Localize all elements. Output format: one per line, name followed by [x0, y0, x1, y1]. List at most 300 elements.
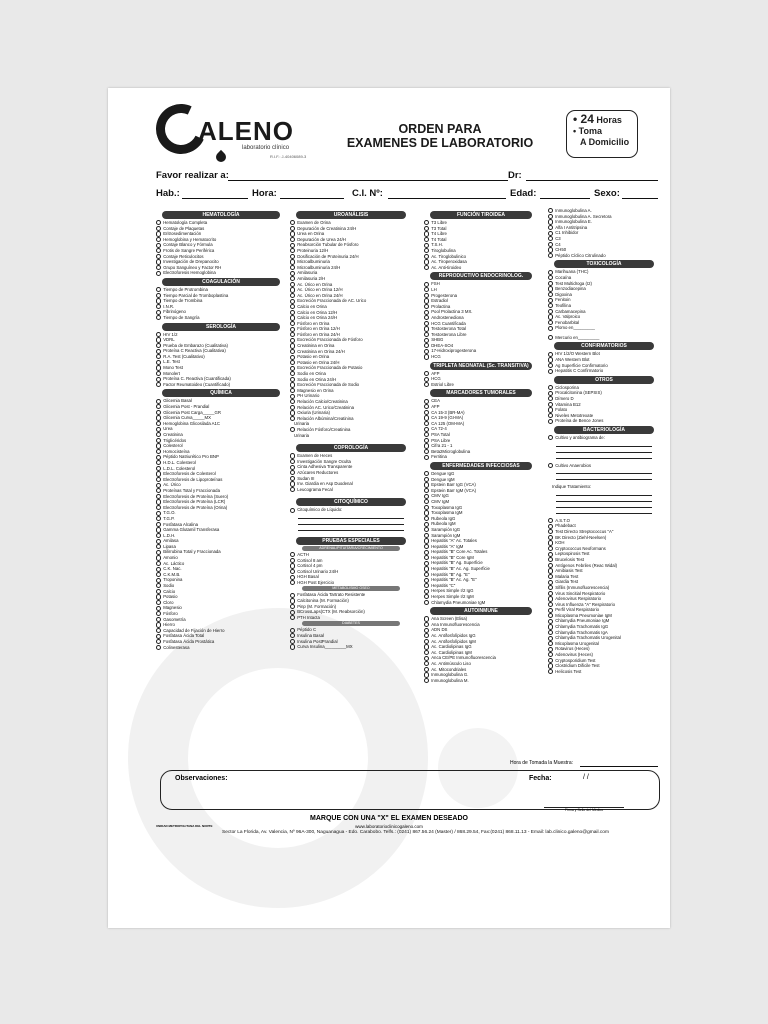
exam-checkbox[interactable]: Androstenediona — [424, 315, 538, 321]
exam-checkbox[interactable]: Malaria Test — [548, 574, 660, 580]
exam-checkbox[interactable]: Glicemia Post - Prandial — [156, 404, 286, 410]
exam-checkbox[interactable]: Inmunoglobulina E. — [548, 219, 660, 225]
exam-checkbox[interactable]: Ac. Anti-tiroideo — [424, 265, 538, 271]
exam-checkbox[interactable]: Frotis de Sangre Periférica — [156, 248, 286, 254]
exam-checkbox[interactable]: Toxoplasma IgM — [424, 510, 538, 516]
exam-checkbox[interactable]: T.G.P. — [156, 516, 286, 522]
exam-checkbox[interactable]: CH50 — [548, 247, 660, 253]
exam-checkbox[interactable]: Amilasuria 2/H — [290, 276, 412, 282]
section-header: REPRODUCTIVO ENDOCRINOLOG. — [430, 272, 532, 280]
exam-checkbox[interactable]: FSH — [424, 281, 538, 287]
exam-checkbox[interactable]: Ferritina — [424, 454, 538, 460]
exam-checkbox[interactable]: Inmunoglobulina M. — [424, 678, 538, 684]
exam-checkbox[interactable]: Ac. Úrico — [156, 482, 286, 488]
exam-checkbox[interactable]: BK Directo (Ziehl-Neelsen) — [548, 535, 660, 541]
exam-checkbox[interactable]: Amilasuria — [290, 270, 412, 276]
favor-field[interactable] — [228, 180, 508, 181]
exam-checkbox[interactable]: KOH — [548, 540, 660, 546]
exam-checkbox[interactable]: HIV 1/2 — [156, 332, 286, 338]
exam-checkbox[interactable]: Giardia Test — [548, 579, 660, 585]
exam-checkbox[interactable]: Grupo Sanguíneo y Factor RH — [156, 265, 286, 271]
ci-label: C.I. Nº: — [352, 188, 383, 199]
section-header: TOXICOLOGÍA — [554, 260, 654, 268]
exam-checkbox[interactable]: Dímero D — [548, 396, 660, 402]
exam-checkbox[interactable]: Hepatitis "B" Core IgM — [424, 555, 538, 561]
exam-checkbox[interactable]: Antígenos Febriles (Reac Widal) — [548, 563, 660, 569]
exam-checkbox[interactable]: Sodio en Orina 24/H — [290, 377, 412, 383]
exam-checkbox[interactable]: Potasio en Orina 24/H — [290, 360, 412, 366]
exam-checkbox[interactable]: CEA — [424, 398, 538, 404]
exam-checkbox[interactable]: AFP — [424, 371, 538, 377]
exam-checkbox[interactable]: PSA Total — [424, 432, 538, 438]
exam-checkbox[interactable]: Herpes Simple I/2 IgG — [424, 588, 538, 594]
exam-checkbox[interactable]: Pinp (M. Formación) — [290, 604, 412, 610]
exam-checkbox[interactable]: Insulina PostPrandial — [290, 639, 412, 645]
exam-checkbox[interactable]: Fosfatasa Ácida Prostática — [156, 639, 286, 645]
exam-checkbox[interactable]: Excreción Fraccionada de AC. Urico — [290, 298, 412, 304]
exam-checkbox[interactable]: T3 Libre — [424, 220, 538, 226]
exam-checkbox[interactable]: Proteína de Bence Jones — [548, 418, 660, 424]
exam-checkbox[interactable]: Citoquímico de Líquido: — [290, 507, 412, 513]
exam-checkbox[interactable]: Fosfatasa Ácida Tartrato Resistente — [290, 592, 412, 598]
exam-checkbox[interactable]: Ana Screen (Elisa) — [424, 616, 538, 622]
exam-checkbox[interactable]: LH — [424, 287, 538, 293]
exam-checkbox[interactable]: Rotavirus (Heces) — [548, 646, 660, 652]
exam-checkbox[interactable]: Ac. Cardiolipinas IgG — [424, 644, 538, 650]
section-header: UROANÁLISIS — [296, 211, 406, 219]
subsection-header: DIABETES — [302, 621, 400, 626]
exam-checkbox[interactable]: Tiroglobulina — [424, 248, 538, 254]
fecha-field[interactable]: / / — [583, 774, 589, 781]
exam-checkbox[interactable]: Tiempo Parcial de Tromboplastina — [156, 293, 286, 299]
exam-checkbox[interactable]: Relación Albúmina/Creatinina — [290, 416, 412, 422]
exam-checkbox[interactable]: Amonio — [156, 555, 286, 561]
exam-checkbox[interactable]: Proteínas Total y Fraccionada — [156, 488, 286, 494]
exam-checkbox[interactable]: ACTH — [290, 552, 412, 558]
exam-checkbox[interactable]: 17-Hidroxiprogesterona — [424, 348, 538, 354]
exam-checkbox[interactable]: Investigación Sangre Oculta — [290, 459, 412, 465]
exam-checkbox[interactable]: Electroforesis de Colesterol — [156, 471, 286, 477]
exam-checkbox[interactable]: L.D.H. — [156, 533, 286, 539]
exam-checkbox[interactable]: Sodio — [156, 583, 286, 589]
order-sheet — [108, 88, 670, 928]
ci-field[interactable] — [388, 198, 506, 199]
exam-checkbox[interactable]: Monolert — [156, 371, 286, 377]
exam-checkbox[interactable]: Azúcares Reductores — [290, 470, 412, 476]
exam-checkbox[interactable]: Mercurio en_________ — [548, 335, 660, 341]
exam-checkbox[interactable]: Chlamydia Trachomatis IgG — [548, 624, 660, 630]
exam-checkbox[interactable]: Fósforo en Orina — [290, 321, 412, 327]
exam-checkbox[interactable]: Epstein Barr IgM (VCA) — [424, 488, 538, 494]
exam-checkbox[interactable]: T4 Libre — [424, 231, 538, 237]
exam-checkbox[interactable]: Beta2Microglobulina — [424, 449, 538, 455]
exam-checkbox[interactable]: Adenovirus Respiratorio — [548, 596, 660, 602]
exam-checkbox[interactable]: Magnesio — [156, 605, 286, 611]
exam-checkbox[interactable]: Electroforesis Hemoglobina — [156, 270, 286, 276]
exam-checkbox[interactable]: Brucelosis Test — [548, 557, 660, 563]
exam-checkbox[interactable]: Urea en Orina — [290, 231, 412, 237]
exam-checkbox[interactable]: Cultivo y antibiograma de: — [548, 435, 660, 441]
exam-checkbox[interactable]: Helicosis Test — [548, 669, 660, 675]
exam-checkbox[interactable]: L.D.L. Colesterol — [156, 466, 286, 472]
exam-checkbox[interactable]: Ac. Cardiolipinas IgM — [424, 650, 538, 656]
exam-checkbox[interactable]: Sodio en Orina — [290, 371, 412, 377]
exam-checkbox[interactable]: C4 — [548, 242, 660, 248]
exam-checkbox[interactable]: Anca CE/PE Inmunofluorescencia — [424, 655, 538, 661]
exam-checkbox[interactable]: Ac. Antifosfolípidos IgG — [424, 633, 538, 639]
exam-checkbox[interactable]: PTH Intacta — [290, 615, 412, 621]
exam-checkbox[interactable]: Fosfatasa Alcalina — [156, 522, 286, 528]
exam-checkbox[interactable]: Hemoglobina y Hematocrito — [156, 237, 286, 243]
exam-checkbox[interactable]: Testosterona Libre — [424, 332, 538, 338]
exam-checkbox[interactable]: Eritrosedimentación — [156, 231, 286, 237]
exam-checkbox[interactable]: Dosificación de Proteinuria 24/H — [290, 254, 412, 260]
exam-checkbox[interactable]: Excreción Fraccionada de Potasio — [290, 365, 412, 371]
exam-checkbox[interactable]: Investigación de Drepanocito — [156, 259, 286, 265]
exam-checkbox[interactable]: A.S.T.O — [548, 518, 660, 524]
exam-checkbox[interactable]: Oxiuria (Urinaria) — [290, 410, 412, 416]
favor-label: Favor realizar a: — [156, 170, 229, 181]
exam-checkbox[interactable]: Fibrinógeno — [156, 309, 286, 315]
exam-checkbox[interactable]: Estriol Libre — [424, 382, 538, 388]
exam-checkbox[interactable]: Contaje Blanco y Fórmula — [156, 242, 286, 248]
logo-subtitle: laboratorio clínico — [242, 145, 290, 151]
exam-checkbox[interactable]: CA 15-3 (BR-MA) — [424, 410, 538, 416]
exam-checkbox[interactable]: HIV 1/2/O Western Blot — [548, 351, 660, 357]
exam-checkbox[interactable]: T.S.H. — [424, 242, 538, 248]
exam-checkbox[interactable]: Péptido Natriurético Pro BNP — [156, 454, 286, 460]
exam-checkbox[interactable]: CA 19-9 (GI-MA) — [424, 415, 538, 421]
exam-checkbox[interactable]: Ac. Antifosfolípidos IgM — [424, 639, 538, 645]
exam-checkbox[interactable]: Colesterol — [156, 443, 286, 449]
exam-checkbox[interactable]: Ac. Úrico en Orina 12/H — [290, 287, 412, 293]
exam-checkbox[interactable]: Folato — [548, 407, 660, 413]
exam-checkbox[interactable]: Potasio en Orina — [290, 354, 412, 360]
exam-checkbox[interactable]: Hepatitis "A" Ac. Totales — [424, 538, 538, 544]
exam-checkbox[interactable]: Electroforesis de Proteína (Suero) — [156, 494, 286, 500]
exam-checkbox[interactable]: Fosfatasa Ácida Total — [156, 633, 286, 639]
exam-checkbox[interactable]: Creatinina en Orina — [290, 343, 412, 349]
observaciones-box[interactable] — [160, 770, 660, 810]
exam-checkbox[interactable]: Micoplasma Pneumoniae IgM — [548, 613, 660, 619]
exam-checkbox[interactable]: C3 — [548, 236, 660, 242]
exam-checkbox[interactable]: Ac. Mitocondriales — [424, 667, 538, 673]
exam-checkbox[interactable]: Amilasa — [156, 538, 286, 544]
exam-checkbox[interactable]: DHEA-SO4 — [424, 343, 538, 349]
exam-checkbox[interactable]: Cinta Adhesiva Transparente — [290, 464, 412, 470]
footer-logo: UNIDAD METROPOLITANA DEL NORTE — [156, 824, 213, 828]
spacer — [290, 438, 412, 442]
exam-checkbox[interactable]: Glicemia Basal — [156, 398, 286, 404]
exam-checkbox[interactable]: Hepatitis "B" Core Ac. Totales — [424, 549, 538, 555]
exam-checkbox[interactable]: Tiempo de Protrombina — [156, 287, 286, 293]
exam-checkbox[interactable]: Chlamydia Pneumoniae IgM — [424, 600, 538, 606]
exam-checkbox[interactable]: Dengue IgM — [424, 477, 538, 483]
exam-checkbox[interactable]: Fósforo en Orina 24/H — [290, 332, 412, 338]
exam-checkbox[interactable]: T.G.O. — [156, 510, 286, 516]
edad-label: Edad: — [510, 188, 537, 199]
exam-checkbox[interactable]: Hepatitis "C" — [424, 583, 538, 589]
exam-checkbox[interactable]: Calcio — [156, 589, 286, 595]
exam-checkbox[interactable]: Hemoglobina Glicosilada A1C — [156, 421, 286, 427]
exam-checkbox[interactable]: I.N.R. — [156, 304, 286, 310]
exam-checkbox[interactable]: Electroforesis de Proteína (Orina) — [156, 505, 286, 511]
exam-checkbox[interactable]: Creatinina en Orina 24/H — [290, 349, 412, 355]
edad-field[interactable] — [540, 198, 590, 199]
exam-checkbox[interactable]: Lipasa — [156, 544, 286, 550]
exam-checkbox[interactable]: Fósforo en Orina 12/H — [290, 326, 412, 332]
exam-checkbox[interactable]: Glicemia Curva_____MX — [156, 415, 286, 421]
section-header: AUTOINMUNE — [430, 607, 532, 615]
exam-checkbox[interactable]: H.D.L. Colesterol — [156, 460, 286, 466]
exam-checkbox[interactable]: Electroforesis de Lipoproteínas — [156, 477, 286, 483]
exam-checkbox[interactable]: Creatinina — [156, 432, 286, 438]
exam-checkbox[interactable]: Cloro — [156, 600, 286, 606]
exam-checkbox[interactable]: Colinesterasa — [156, 645, 286, 651]
exam-checkbox[interactable]: Amibiasis Test — [548, 568, 660, 574]
exam-checkbox[interactable]: Fenobarbital — [548, 320, 660, 326]
exam-checkbox[interactable]: VDRL — [156, 337, 286, 343]
exam-checkbox[interactable]: Examen de Heces — [290, 453, 412, 459]
exam-checkbox[interactable]: Proteinuria 12/H — [290, 248, 412, 254]
exam-checkbox[interactable]: BCrossLaps(CTX (M. Reabsorción) — [290, 609, 412, 615]
exam-checkbox[interactable]: Virus Sincitial Respiratorio — [548, 591, 660, 597]
exam-checkbox[interactable]: Sarampión IgG — [424, 527, 538, 533]
exam-checkbox[interactable]: Tiempo de Sangría — [156, 315, 286, 321]
exam-checkbox[interactable]: Ag Superficie Confirmatorio — [548, 363, 660, 369]
exam-checkbox[interactable]: Ac. Úrico en Orina — [290, 282, 412, 288]
exam-checkbox[interactable]: C.K. Nac. — [156, 566, 286, 572]
hora-field[interactable] — [280, 198, 344, 199]
exam-checkbox[interactable]: Micoplasma Urogenital — [548, 641, 660, 647]
hora-label: Hora: — [252, 188, 277, 199]
exam-checkbox[interactable]: Urea — [156, 426, 286, 432]
exam-checkbox[interactable]: HGH Basal — [290, 574, 412, 580]
exam-checkbox[interactable]: C1 Inhibidor — [548, 230, 660, 236]
exam-checkbox[interactable]: HCG — [424, 376, 538, 382]
exam-checkbox[interactable]: Fósforo — [156, 611, 286, 617]
exam-checkbox[interactable]: SHBG — [424, 337, 538, 343]
exam-checkbox[interactable]: HCG — [424, 354, 538, 360]
exam-checkbox[interactable]: ADN DS — [424, 627, 538, 633]
exam-checkbox[interactable]: Proteína C. Reactiva (Cuantificada) — [156, 376, 286, 382]
exam-checkbox[interactable]: Ac. Úrico en Orina 24/H — [290, 293, 412, 299]
exam-column-3 — [424, 209, 538, 683]
website-link[interactable]: www.laboratorioclinicogaleno.com — [355, 824, 423, 829]
exam-checkbox[interactable]: Examen de Orina — [290, 220, 412, 226]
exam-checkbox[interactable]: Virus Influenza "A" Respiratorio — [548, 602, 660, 608]
exam-checkbox[interactable]: Ac. Láctico — [156, 561, 286, 567]
exam-checkbox[interactable]: Alfa I Antitripsina — [548, 225, 660, 231]
exam-checkbox[interactable]: Fenitoin — [548, 297, 660, 303]
exam-checkbox[interactable]: Depuración de Urea 24/H — [290, 237, 412, 243]
exam-checkbox[interactable]: Excreción Fraccionada de Sodio — [290, 382, 412, 388]
exam-checkbox[interactable]: Sífilis (Inmunofluorescencia) — [548, 585, 660, 591]
exam-checkbox[interactable]: Epstein Barr IgG (VCA) — [424, 482, 538, 488]
exam-checkbox[interactable]: Proteína C Reactiva (Cualitativa) — [156, 348, 286, 354]
exam-checkbox[interactable]: Calcitonina (M. Formación) — [290, 598, 412, 604]
hora-toma-field[interactable] — [580, 766, 658, 767]
exam-checkbox[interactable]: Troponina — [156, 577, 286, 583]
exam-checkbox[interactable]: Hepatitis "A" IgM — [424, 544, 538, 550]
exam-checkbox[interactable]: Gamma Glutamil Transferasa — [156, 527, 286, 533]
exam-checkbox[interactable]: Phadebact — [548, 523, 660, 529]
exam-checkbox[interactable]: Factor Reumatoideo (Cuantificado) — [156, 382, 286, 388]
exam-checkbox[interactable]: Ac. Antimúsculo Liso — [424, 661, 538, 667]
exam-checkbox[interactable]: Ac. Tiroperoxidasa — [424, 259, 538, 265]
exam-checkbox[interactable]: Reabsorción Tubular de Fósforo — [290, 242, 412, 248]
exam-checkbox[interactable]: Testosterona Total — [424, 326, 538, 332]
exam-checkbox[interactable]: Ana Inmunofluorescencia — [424, 622, 538, 628]
exam-checkbox[interactable]: Carbamacepina — [548, 309, 660, 315]
exam-checkbox[interactable]: Rubeola IgM — [424, 521, 538, 527]
exam-checkbox[interactable]: Perfil Viral Respiratorio — [548, 607, 660, 613]
section-header: PRUEBAS ESPECIALES — [296, 537, 406, 545]
exam-checkbox[interactable]: Leptospirosis Test — [548, 551, 660, 557]
exam-checkbox[interactable]: Prueba de Embarazo (Cualitativa) — [156, 343, 286, 349]
hora-toma-label: Hora de Tomada la Muestra: — [510, 760, 573, 766]
sexo-label: Sexo: — [594, 188, 620, 199]
exam-checkbox[interactable]: Gasometría — [156, 617, 286, 623]
exam-checkbox[interactable]: Insulina Basal — [290, 633, 412, 639]
exam-checkbox[interactable]: Test Multidroga (I2) — [548, 281, 660, 287]
exam-checkbox[interactable]: Prolactina — [424, 304, 538, 310]
exam-checkbox[interactable]: Cifra 21 - 1 — [424, 443, 538, 449]
exam-checkbox[interactable]: Tiempo de Trombina — [156, 298, 286, 304]
exam-checkbox[interactable]: Depuración de Creatinina 24/H — [290, 226, 412, 232]
exam-checkbox[interactable]: Hierro — [156, 622, 286, 628]
exam-checkbox[interactable]: PSA Libre — [424, 438, 538, 444]
sexo-field[interactable] — [622, 198, 658, 199]
exam-checkbox[interactable]: Procalcitonina (SEPSIS) — [548, 390, 660, 396]
exam-checkbox[interactable]: Relación Fósforo/Creatinina — [290, 427, 412, 433]
exam-checkbox[interactable]: Chlamydia Pneumoniae IgM — [548, 618, 660, 624]
exam-checkbox[interactable]: Rubeola IgG — [424, 516, 538, 522]
exam-checkbox[interactable]: Teofilina — [548, 303, 660, 309]
exam-checkbox[interactable]: Hepatitis C Confirmatorio — [548, 368, 660, 374]
exam-checkbox[interactable]: HCG Cuantificada — [424, 321, 538, 327]
exam-checkbox[interactable]: Homocisteína — [156, 449, 286, 455]
exam-checkbox[interactable]: C.K.M.B. — [156, 572, 286, 578]
exam-checkbox[interactable]: Plomo en_________ — [548, 325, 660, 331]
section-header: BACTERIOLOGÍA — [554, 426, 654, 434]
exam-checkbox[interactable]: Marihuana (THC) — [548, 269, 660, 275]
exam-checkbox[interactable]: Magnesio en Orina — [290, 388, 412, 394]
exam-checkbox[interactable]: HGH Post Ejercicio — [290, 580, 412, 586]
exam-checkbox[interactable]: Hepatitis "B" Ag. Superficie — [424, 560, 538, 566]
exam-checkbox[interactable]: Capacidad de Fijación de Hierro — [156, 628, 286, 634]
dr-field[interactable] — [526, 180, 658, 181]
exam-checkbox[interactable]: Niveles Metotrexate — [548, 413, 660, 419]
exam-checkbox[interactable]: Bilirrubina Total y Fraccionada — [156, 549, 286, 555]
observaciones-label: Observaciones: — [175, 775, 228, 782]
exam-checkbox[interactable]: Hepatitis "B" Ag. "E" — [424, 572, 538, 578]
exam-checkbox[interactable]: Cryptococcus Neoformans — [548, 546, 660, 552]
exam-checkbox[interactable]: CA 125 (OM-MA) — [424, 421, 538, 427]
exam-checkbox[interactable]: Inv. Giardia en Asp Duodenal — [290, 481, 412, 487]
section-header: MARCADORES TUMORALES — [430, 389, 532, 397]
exam-checkbox[interactable]: Péptido C — [290, 627, 412, 633]
exam-checkbox[interactable]: Relación AC. Urico/Creatinina — [290, 405, 412, 411]
exam-checkbox[interactable]: Cortisol 4 pm — [290, 563, 412, 569]
exam-checkbox[interactable]: CMV IgG — [424, 493, 538, 499]
exam-checkbox[interactable]: Herpes Simple I/2 IgM — [424, 594, 538, 600]
exam-checkbox[interactable]: CMV IgM — [424, 499, 538, 505]
exam-checkbox[interactable]: Inmunoglobulina A. — [548, 208, 660, 214]
exam-checkbox[interactable]: T3 Total — [424, 226, 538, 232]
exam-checkbox[interactable]: Cortisol Urinario 24/H — [290, 569, 412, 575]
exam-checkbox[interactable]: Vitamina B12 — [548, 402, 660, 408]
exam-checkbox[interactable]: Benzodiacepina — [548, 286, 660, 292]
exam-checkbox[interactable]: Relación Calcio/Creatinina — [290, 399, 412, 405]
exam-checkbox[interactable]: Cortisol 8 am — [290, 558, 412, 564]
exam-checkbox[interactable]: Adenovirus (Heces) — [548, 652, 660, 658]
exam-checkbox[interactable]: Clostridium Dificile Test — [548, 663, 660, 669]
exam-checkbox[interactable]: Hematología Completa — [156, 220, 286, 226]
exam-checkbox[interactable]: AFP — [424, 404, 538, 410]
exam-checkbox[interactable]: Cocaína — [548, 275, 660, 281]
exam-checkbox[interactable]: Cultivo Anaerobios — [548, 463, 660, 469]
exam-checkbox[interactable]: Inmunoglobulina A. Secretora — [548, 214, 660, 220]
exam-checkbox[interactable]: Calcio en Orina — [290, 304, 412, 310]
page-title — [330, 122, 550, 150]
exam-checkbox[interactable]: Estradiol — [424, 298, 538, 304]
exam-checkbox[interactable]: Péptido Cíclico Citrulinado — [548, 253, 660, 259]
exam-checkbox[interactable]: R.A. Test (Cualitativo) — [156, 354, 286, 360]
exam-checkbox[interactable]: L.E. Test — [156, 359, 286, 365]
exam-checkbox[interactable]: Ciclosporina — [548, 385, 660, 391]
exam-checkbox[interactable]: Glicemia Post Carga_____GR — [156, 410, 286, 416]
exam-checkbox[interactable]: Progesterona — [424, 293, 538, 299]
section-header: SEROLOGÍA — [162, 323, 280, 331]
exam-checkbox[interactable]: Electroforesis de Proteína (LCR) — [156, 499, 286, 505]
exam-checkbox[interactable]: Toxoplasma IgG — [424, 505, 538, 511]
exam-checkbox[interactable]: Inmunoglobulina G. — [424, 672, 538, 678]
exam-checkbox[interactable]: Cryptosporidium Test — [548, 658, 660, 664]
exam-checkbox[interactable]: Sarampión IgM — [424, 533, 538, 539]
exam-checkbox[interactable]: ANA Western Blot — [548, 357, 660, 363]
exam-checkbox[interactable]: Digoxina — [548, 292, 660, 298]
exam-checkbox[interactable]: Sudan III — [290, 476, 412, 482]
exam-checkbox[interactable]: Ac. Tiroglobulinico — [424, 254, 538, 260]
exam-checkbox[interactable]: Calcio en Orina 12/H — [290, 310, 412, 316]
exam-checkbox[interactable]: Microalbuminuria — [290, 259, 412, 265]
exam-checkbox[interactable]: Test Directo Streptococcus "A" — [548, 529, 660, 535]
exam-checkbox[interactable]: PH Urinario — [290, 393, 412, 399]
exam-checkbox[interactable]: Dengue IgG — [424, 471, 538, 477]
exam-checkbox[interactable]: Curva Insulina_________MX — [290, 644, 412, 650]
section-header: TRIPLETA NEONATAL (Sc. TRANSITIVA) — [430, 362, 532, 370]
exam-checkbox[interactable]: Ac. Valproico — [548, 314, 660, 320]
exam-checkbox[interactable]: Hepatitis "B" Ac. Ag. "E" — [424, 577, 538, 583]
exam-checkbox[interactable]: Microalbuminuria 24/H — [290, 265, 412, 271]
exam-checkbox[interactable]: Leucograma Fecal — [290, 487, 412, 493]
exam-checkbox[interactable]: CA 72-4 — [424, 426, 538, 432]
exam-checkbox[interactable]: Triglicéridos — [156, 438, 286, 444]
exam-checkbox[interactable]: Mono Test — [156, 365, 286, 371]
exam-checkbox[interactable]: Pool Prolactina 3 MX. — [424, 309, 538, 315]
exam-checkbox[interactable]: Chlamydia Trachomatis IgA — [548, 630, 660, 636]
exam-checkbox[interactable]: Contaje Reticulocitos — [156, 254, 286, 260]
exam-checkbox[interactable]: Hepatitis "B" Ac. Ag. Superficie — [424, 566, 538, 572]
exam-checkbox[interactable]: Excreción Fraccionada de Fósforo — [290, 337, 412, 343]
exam-checkbox[interactable]: Contaje de Plaquetas — [156, 226, 286, 232]
exam-checkbox[interactable]: T4 Total — [424, 237, 538, 243]
hab-field[interactable] — [182, 198, 248, 199]
exam-checkbox[interactable]: Calcio en Orina 24/H — [290, 315, 412, 321]
exam-checkbox[interactable]: Potasio — [156, 594, 286, 600]
exam-checkbox[interactable]: Chlamydia Trachomatis Urogenital — [548, 635, 660, 641]
